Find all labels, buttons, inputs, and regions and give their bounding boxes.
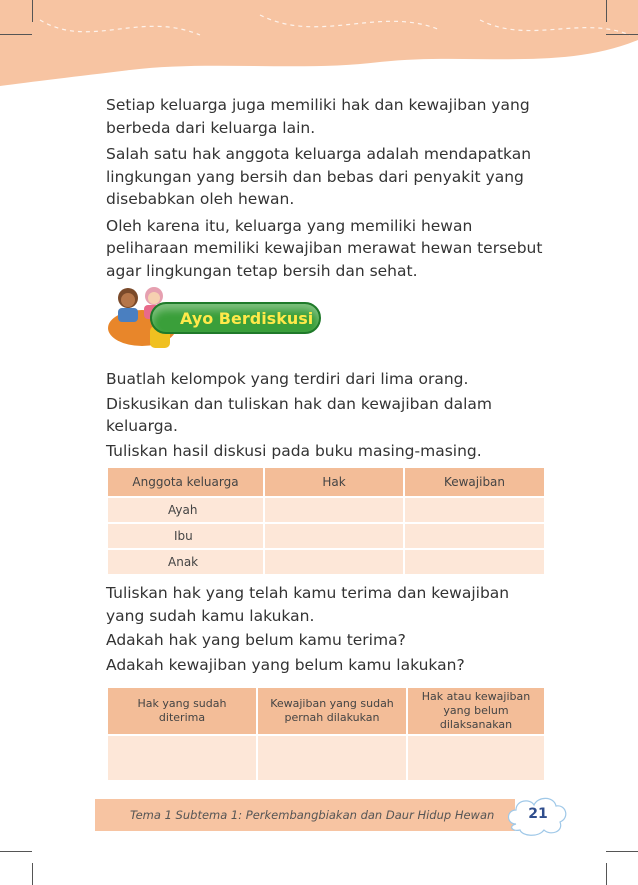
intro-text: [106, 94, 546, 282]
instructions-text: [106, 368, 546, 462]
table-row: [108, 524, 544, 548]
table-cell-empty: [405, 524, 544, 548]
table-cell-empty: [108, 736, 256, 780]
question-line: Tuliskan hak yang telah kamu terima dan kewajiban yang sudah kamu lakukan.: [106, 584, 510, 625]
badge-label: Ayo Berdiskusi: [180, 309, 314, 328]
instruction-line: Tuliskan hasil diskusi pada buku masing-masing.: [106, 441, 482, 460]
crop-mark: [606, 863, 607, 885]
table-header-cell: Kewajiban yang sudah pernah dilakukan: [258, 688, 406, 734]
table-row: [108, 736, 544, 780]
ayo-berdiskusi-badge: [150, 302, 321, 334]
table-cell-empty: [265, 524, 403, 548]
table-cell-empty: [265, 498, 403, 522]
table-cell-empty: [405, 498, 544, 522]
table-cell-empty: [258, 736, 406, 780]
table-header-cell: Kewajiban: [405, 468, 544, 496]
hak-kewajiban-status-table: [106, 686, 546, 782]
table-cell: Ayah: [108, 498, 263, 522]
footer-title: Tema 1 Subtema 1: Perkembangbiakan dan Daur Hidup Hewan: [130, 808, 495, 822]
table-header-cell: Anggota keluarga: [108, 468, 263, 496]
instruction-line: Diskusikan dan tuliskan hak dan kewajiban dalam keluarga.: [106, 394, 492, 435]
table-cell-empty: [405, 550, 544, 574]
intro-paragraph: Oleh karena itu, keluarga yang memiliki hewan peliharaan memiliki kewajiban merawat hewan tersebut agar lingkungan tetap bersih dan sehat.: [106, 216, 543, 280]
questions-text: [106, 582, 546, 676]
page-number: 21: [528, 806, 548, 822]
crop-mark: [0, 34, 32, 35]
table-row: [108, 550, 544, 574]
crop-mark: [606, 0, 607, 22]
question-line: Adakah kewajiban yang belum kamu lakukan?: [106, 655, 465, 674]
hak-kewajiban-table: [106, 466, 546, 576]
crop-mark: [606, 851, 638, 852]
instruction-line: Buatlah kelompok yang terdiri dari lima orang.: [106, 370, 469, 388]
crop-mark: [32, 0, 33, 22]
table-cell: Ibu: [108, 524, 263, 548]
table-header-row: [108, 688, 544, 734]
table-cell-empty: [408, 736, 544, 780]
question-line: Adakah hak yang belum kamu terima?: [106, 631, 406, 649]
table-header-cell: Hak atau kewajiban yang belum dilaksanakan: [408, 688, 544, 734]
header-decoration: [0, 0, 638, 92]
table-row: [108, 498, 544, 522]
intro-paragraph: Salah satu hak anggota keluarga adalah mendapatkan lingkungan yang bersih dan bebas dari penyakit yang disebabkan oleh hewan.: [106, 145, 532, 208]
intro-paragraph: Setiap keluarga juga memiliki hak dan kewajiban yang berbeda dari keluarga lain.: [106, 96, 530, 137]
crop-mark: [606, 34, 638, 35]
crop-mark: [0, 851, 32, 852]
table-header-cell: Hak: [265, 468, 403, 496]
table-header-cell: Hak yang sudah diterima: [108, 688, 256, 734]
crop-mark: [32, 863, 33, 885]
table-header-row: [108, 468, 544, 496]
table-cell-empty: [265, 550, 403, 574]
table-cell: Anak: [108, 550, 263, 574]
